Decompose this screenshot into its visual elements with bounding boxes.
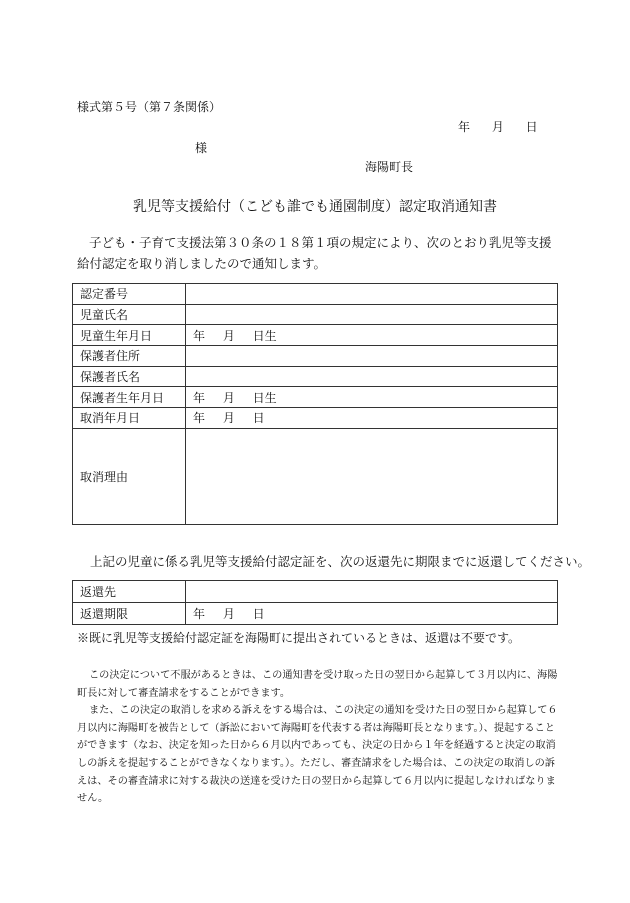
row-label: 取消理由 [73, 428, 186, 524]
row-label: 認定番号 [73, 284, 186, 305]
issue-date: 年 月 日 [458, 120, 538, 134]
table-row [73, 603, 558, 625]
row-value: 年 月 日 [186, 603, 558, 625]
addressee: 様 [195, 141, 208, 155]
form-number: 様式第５号（第７条関係） [77, 100, 222, 114]
table-row [73, 428, 558, 524]
row-value: 年 月 日生 [186, 387, 558, 408]
row-value [186, 428, 558, 524]
row-value [186, 366, 558, 387]
intro-paragraph: 子ども・子育て支援法第３０条の１８第１項の規定により、次のとおり乳児等支援給付認定を取り消しましたので通知します。 [77, 235, 552, 271]
row-label: 児童生年月日 [73, 325, 186, 346]
row-label: 返還期限 [73, 603, 186, 625]
row-label: 保護者住所 [73, 346, 186, 367]
row-value [186, 304, 558, 325]
row-value [186, 284, 558, 305]
sender: 海陽町長 [365, 160, 414, 174]
row-label: 児童氏名 [73, 304, 186, 325]
document-title: 乳児等支援給付（こども誰でも通園制度）認定取消通知書 [133, 199, 497, 215]
table-row [73, 304, 558, 325]
appeal-notice [77, 667, 562, 808]
appeal-paragraph: この決定について不服があるときは、この通知書を受け取った日の翌日から起算して３月以内に、海陽町長に対して審査請求をすることができます。 [77, 670, 558, 699]
row-value [186, 346, 558, 367]
details-table [72, 283, 558, 525]
table-row [73, 366, 558, 387]
return-note: ※既に乳児等支援給付認定証を海陽町に提出されているときは、返還は不要です。 [77, 631, 521, 645]
lawsuit-paragraph: また、この決定の取消しを求める訴えをする場合は、この決定の通知を受けた日の翌日から起算して６月以内に海陽町を被告として（訴訟において海陽町を代表する者は海陽町長となります。）、提起することができます（なお、決定を知った日から６月以内であっても、決定の日から１年を経過すると決定の取消しの訴えを提起することができなくなります。）。ただし、審査請求をした場合は、この決定の取消しの訴えは、その審査請求に対する裁決の送達を受けた日の翌日から起算して６月以内に提起しなければなりません。 [77, 705, 558, 805]
table-row [73, 325, 558, 346]
return-instruction: 上記の児童に係る乳児等支援給付認定証を、次の返還先に期限までに返還してください。 [90, 554, 591, 569]
row-value: 年 月 日生 [186, 325, 558, 346]
table-row [73, 284, 558, 305]
row-label: 保護者氏名 [73, 366, 186, 387]
row-value [186, 581, 558, 603]
row-label: 保護者生年月日 [73, 387, 186, 408]
table-row [73, 346, 558, 367]
table-row [73, 387, 558, 408]
row-value: 年 月 日 [186, 408, 558, 429]
table-row [73, 408, 558, 429]
row-label: 返還先 [73, 581, 186, 603]
table-row [73, 581, 558, 603]
row-label: 取消年月日 [73, 408, 186, 429]
return-table [72, 580, 558, 625]
